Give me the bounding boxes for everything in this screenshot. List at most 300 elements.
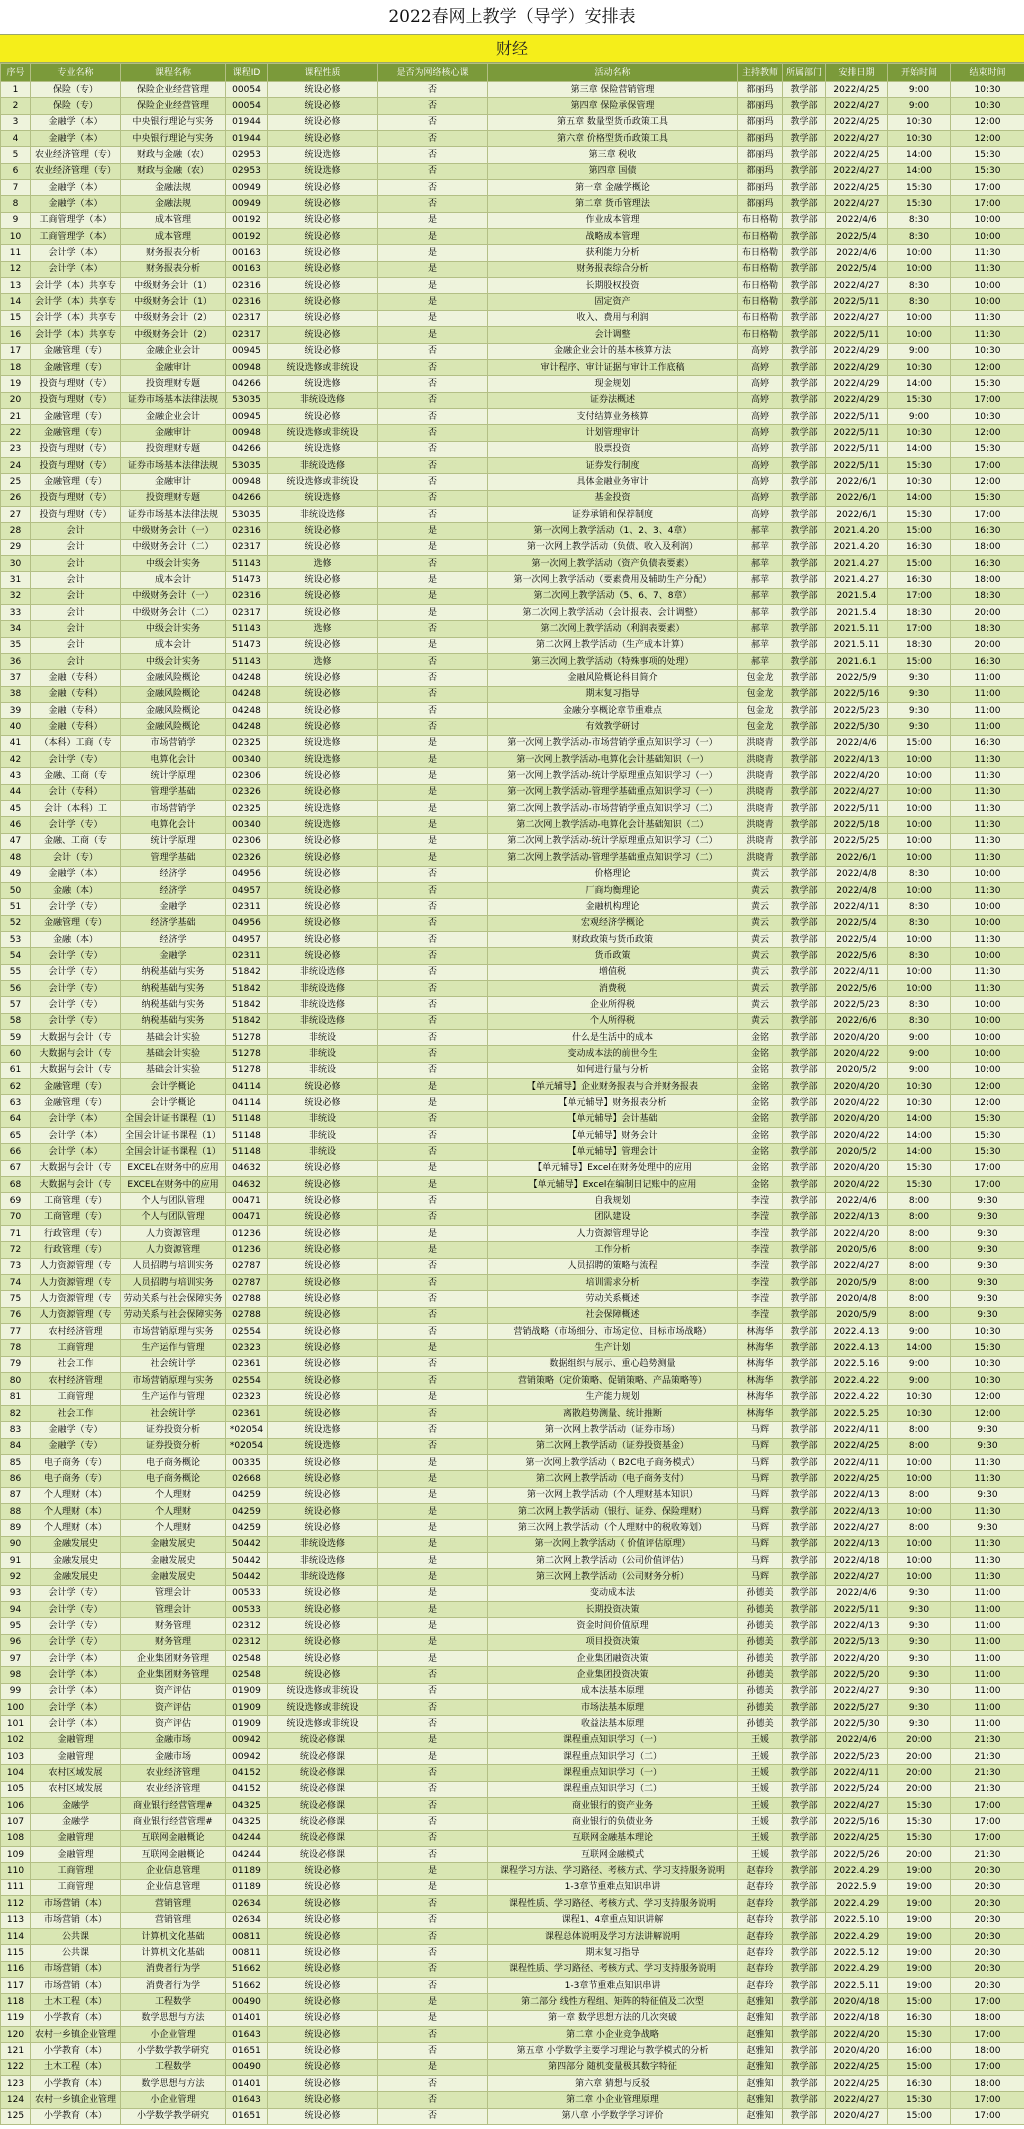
cell-core: 否 — [378, 408, 488, 424]
cell-start: 20:00 — [888, 1847, 951, 1863]
cell-activity: 第一次网上教学活动（要素费用及辅助生产分配） — [488, 572, 738, 588]
cell-teacher: 郝苹 — [738, 539, 783, 555]
cell-core: 是 — [378, 1879, 488, 1895]
cell-end: 10:00 — [951, 294, 1024, 310]
cell-start: 15:30 — [888, 1798, 951, 1814]
cell-course: 中级财务会计（一） — [121, 588, 226, 604]
cell-core: 否 — [378, 1307, 488, 1323]
cell-course-id: 50442 — [226, 1536, 268, 1552]
cell-major: 会计学（本） — [31, 1111, 121, 1127]
cell-teacher: 林海华 — [738, 1340, 783, 1356]
cell-start: 10:30 — [888, 1405, 951, 1421]
cell-major: 金融（专科） — [31, 703, 121, 719]
cell-teacher: 布日格勒 — [738, 310, 783, 326]
cell-major: 金融管理（专） — [31, 343, 121, 359]
cell-core: 否 — [378, 1945, 488, 1961]
cell-date: 2020/4/22 — [826, 1046, 888, 1062]
cell-course-id: 01643 — [226, 2092, 268, 2108]
table-row — [1, 768, 1024, 784]
cell-major: 会计学（专） — [31, 1634, 121, 1650]
cell-activity: 生产计划 — [488, 1340, 738, 1356]
cell-major: 金融发展史 — [31, 1569, 121, 1585]
table-row — [1, 1863, 1024, 1879]
cell-major: 电子商务（专） — [31, 1471, 121, 1487]
cell-end: 20:30 — [951, 1879, 1024, 1895]
cell-core: 是 — [378, 1340, 488, 1356]
table-row — [1, 1307, 1024, 1323]
cell-dept: 教学部 — [783, 523, 826, 539]
cell-end: 17:00 — [951, 1798, 1024, 1814]
cell-major: 金融学 — [31, 1798, 121, 1814]
cell-end: 11:00 — [951, 1716, 1024, 1732]
cell-core: 否 — [378, 703, 488, 719]
cell-end: 11:30 — [951, 817, 1024, 833]
cell-teacher: 都丽玛 — [738, 98, 783, 114]
cell-activity: 金融企业会计的基本核算方法 — [488, 343, 738, 359]
cell-start: 9:30 — [888, 1683, 951, 1699]
cell-course-id: 51278 — [226, 1029, 268, 1045]
cell-seq: 109 — [1, 1847, 31, 1863]
cell-activity: 第三章 保险营销管理 — [488, 82, 738, 98]
cell-teacher: 高婷 — [738, 474, 783, 490]
cell-course-id: 02311 — [226, 948, 268, 964]
cell-dept: 教学部 — [783, 1144, 826, 1160]
cell-major: 会计 — [31, 572, 121, 588]
cell-nature: 统设必修 — [268, 523, 378, 539]
cell-nature: 统设必修 — [268, 245, 378, 261]
cell-start: 15:30 — [888, 457, 951, 473]
cell-major: 金融学（本） — [31, 196, 121, 212]
cell-date: 2021.6.1 — [826, 654, 888, 670]
cell-course: 市场营销原理与实务 — [121, 1324, 226, 1340]
cell-start: 15:00 — [888, 555, 951, 571]
cell-start: 9:00 — [888, 343, 951, 359]
cell-core: 是 — [378, 588, 488, 604]
cell-core: 否 — [378, 915, 488, 931]
cell-dept: 教学部 — [783, 1732, 826, 1748]
cell-dept: 教学部 — [783, 588, 826, 604]
cell-course-id: 00945 — [226, 408, 268, 424]
cell-seq: 116 — [1, 1961, 31, 1977]
cell-dept: 教学部 — [783, 735, 826, 751]
table-row — [1, 2108, 1024, 2124]
cell-course-id: 04248 — [226, 719, 268, 735]
cell-major: 会计学（专） — [31, 1601, 121, 1617]
cell-nature: 统设必修 — [268, 1258, 378, 1274]
cell-date: 2020/4/20 — [826, 1111, 888, 1127]
cell-course-id: 01909 — [226, 1700, 268, 1716]
cell-dept: 教学部 — [783, 1896, 826, 1912]
cell-start: 10:30 — [888, 359, 951, 375]
table-row — [1, 2026, 1024, 2042]
cell-nature: 统设必修 — [268, 1961, 378, 1977]
table-row — [1, 1291, 1024, 1307]
cell-start: 10:30 — [888, 425, 951, 441]
table-row — [1, 1046, 1024, 1062]
column-header-nature: 课程性质 — [268, 64, 378, 82]
cell-nature: 统设必修 — [268, 637, 378, 653]
cell-major: 行政管理（专） — [31, 1226, 121, 1242]
cell-activity: 第四部分 随机变量极其数字特征 — [488, 2059, 738, 2075]
cell-core: 否 — [378, 376, 488, 392]
cell-major: 会计（专科） — [31, 784, 121, 800]
cell-start: 20:00 — [888, 1765, 951, 1781]
cell-end: 10:00 — [951, 1029, 1024, 1045]
cell-core: 是 — [378, 1569, 488, 1585]
cell-course: 金融发展史 — [121, 1552, 226, 1568]
cell-nature: 统设选修或非统设 — [268, 359, 378, 375]
cell-core: 否 — [378, 98, 488, 114]
cell-course: 中级财务会计（二） — [121, 539, 226, 555]
cell-nature: 统设必修课 — [268, 1830, 378, 1846]
cell-course-id: 04266 — [226, 441, 268, 457]
cell-course: 金融发展史 — [121, 1536, 226, 1552]
cell-date: 2022.5.10 — [826, 1912, 888, 1928]
cell-start: 15:30 — [888, 1830, 951, 1846]
cell-end: 10:30 — [951, 1356, 1024, 1372]
cell-teacher: 黄云 — [738, 915, 783, 931]
cell-start: 9:30 — [888, 1634, 951, 1650]
table-row — [1, 686, 1024, 702]
cell-activity: 团队建设 — [488, 1209, 738, 1225]
cell-start: 9:30 — [888, 719, 951, 735]
cell-course-id: 00948 — [226, 474, 268, 490]
cell-course-id: 02326 — [226, 784, 268, 800]
cell-seq: 33 — [1, 605, 31, 621]
cell-dept: 教学部 — [783, 2026, 826, 2042]
cell-core: 否 — [378, 1912, 488, 1928]
cell-dept: 教学部 — [783, 931, 826, 947]
cell-nature: 统设选修或非统设 — [268, 1716, 378, 1732]
cell-dept: 教学部 — [783, 229, 826, 245]
cell-seq: 102 — [1, 1732, 31, 1748]
cell-course: 金融市场 — [121, 1749, 226, 1765]
cell-date: 2022/4/25 — [826, 180, 888, 196]
cell-activity: 第四章 国债 — [488, 163, 738, 179]
cell-activity: 人力资源管理导论 — [488, 1226, 738, 1242]
cell-course: 中级财务会计（1） — [121, 294, 226, 310]
cell-major: 金融学（本） — [31, 866, 121, 882]
cell-activity: 【单元辅导】财务报表分析 — [488, 1095, 738, 1111]
cell-course: 财务管理 — [121, 1618, 226, 1634]
cell-course-id: 01401 — [226, 2075, 268, 2091]
cell-activity: 消费税 — [488, 980, 738, 996]
cell-end: 21:30 — [951, 1749, 1024, 1765]
cell-course: 电子商务概论 — [121, 1454, 226, 1470]
cell-dept: 教学部 — [783, 441, 826, 457]
cell-seq: 58 — [1, 1013, 31, 1029]
cell-seq: 77 — [1, 1324, 31, 1340]
table-row — [1, 1683, 1024, 1699]
cell-major: 农村区域发展 — [31, 1765, 121, 1781]
cell-activity: 1-3章节重难点知识串讲 — [488, 1879, 738, 1895]
cell-major: 会计学（本） — [31, 1716, 121, 1732]
cell-activity: 第二次网上教学活动（生产成本计算） — [488, 637, 738, 653]
cell-seq: 69 — [1, 1193, 31, 1209]
table-row — [1, 1700, 1024, 1716]
cell-major: 会计学（本） — [31, 1128, 121, 1144]
cell-core: 否 — [378, 343, 488, 359]
cell-end: 11:30 — [951, 1454, 1024, 1470]
cell-start: 15:00 — [888, 1994, 951, 2010]
cell-dept: 教学部 — [783, 310, 826, 326]
cell-nature: 统设必修 — [268, 1928, 378, 1944]
cell-course-id: 02306 — [226, 768, 268, 784]
cell-date: 2022/6/1 — [826, 474, 888, 490]
cell-seq: 76 — [1, 1307, 31, 1323]
cell-course: 企业集团财务管理 — [121, 1667, 226, 1683]
cell-end: 17:00 — [951, 2092, 1024, 2108]
cell-teacher: 郝苹 — [738, 605, 783, 621]
cell-course: 会计学概论 — [121, 1095, 226, 1111]
cell-nature: 统设必修 — [268, 670, 378, 686]
cell-start: 8:00 — [888, 1520, 951, 1536]
cell-dept: 教学部 — [783, 1716, 826, 1732]
cell-course-id: 02316 — [226, 294, 268, 310]
cell-course-id: 02953 — [226, 147, 268, 163]
table-row — [1, 441, 1024, 457]
cell-seq: 107 — [1, 1814, 31, 1830]
cell-core: 是 — [378, 1226, 488, 1242]
cell-end: 16:30 — [951, 654, 1024, 670]
cell-end: 9:30 — [951, 1275, 1024, 1291]
cell-activity: 股票投资 — [488, 441, 738, 457]
cell-dept: 教学部 — [783, 997, 826, 1013]
cell-start: 10:00 — [888, 784, 951, 800]
cell-nature: 统设必修 — [268, 1471, 378, 1487]
cell-course-id: 00490 — [226, 1994, 268, 2010]
cell-seq: 54 — [1, 948, 31, 964]
table-row — [1, 833, 1024, 849]
cell-dept: 教学部 — [783, 147, 826, 163]
cell-course-id: 04152 — [226, 1781, 268, 1797]
cell-teacher: 马辉 — [738, 1487, 783, 1503]
cell-core: 是 — [378, 1651, 488, 1667]
cell-date: 2022/5/30 — [826, 1716, 888, 1732]
cell-seq: 28 — [1, 523, 31, 539]
cell-teacher: 王媛 — [738, 1798, 783, 1814]
cell-major: 金融学（本） — [31, 131, 121, 147]
table-row — [1, 915, 1024, 931]
cell-nature: 统设必修 — [268, 2108, 378, 2124]
cell-dept: 教学部 — [783, 1356, 826, 1372]
cell-seq: 17 — [1, 343, 31, 359]
cell-course-id: 02634 — [226, 1912, 268, 1928]
cell-end: 20:30 — [951, 1928, 1024, 1944]
cell-major: 会计学（专） — [31, 899, 121, 915]
cell-nature: 统设必修 — [268, 294, 378, 310]
cell-start: 9:00 — [888, 1046, 951, 1062]
cell-activity: 作业成本管理 — [488, 212, 738, 228]
cell-end: 17:00 — [951, 2059, 1024, 2075]
cell-teacher: 郝苹 — [738, 588, 783, 604]
cell-course: 金融风险概论 — [121, 670, 226, 686]
cell-core: 否 — [378, 506, 488, 522]
cell-date: 2022.4.29 — [826, 1896, 888, 1912]
cell-nature: 统设必修 — [268, 686, 378, 702]
cell-activity: 第二章 小企业管理原理 — [488, 2092, 738, 2108]
cell-end: 11:30 — [951, 1569, 1024, 1585]
cell-seq: 96 — [1, 1634, 31, 1650]
cell-teacher: 王媛 — [738, 1765, 783, 1781]
cell-course-id: 01643 — [226, 2026, 268, 2042]
cell-teacher: 李滢 — [738, 1226, 783, 1242]
cell-core: 否 — [378, 474, 488, 490]
table-row — [1, 1095, 1024, 1111]
cell-teacher: 李滢 — [738, 1193, 783, 1209]
cell-teacher: 李滢 — [738, 1307, 783, 1323]
cell-end: 21:30 — [951, 1765, 1024, 1781]
cell-course: 金融发展史 — [121, 1569, 226, 1585]
cell-major: 土木工程（本） — [31, 1994, 121, 2010]
cell-seq: 123 — [1, 2075, 31, 2091]
cell-date: 2022/4/13 — [826, 1487, 888, 1503]
cell-major: 电子商务（专） — [31, 1454, 121, 1470]
cell-seq: 118 — [1, 1994, 31, 2010]
cell-teacher: 李滢 — [738, 1209, 783, 1225]
cell-seq: 4 — [1, 131, 31, 147]
cell-date: 2022/4/6 — [826, 245, 888, 261]
cell-nature: 统设必修课 — [268, 1732, 378, 1748]
table-row — [1, 1961, 1024, 1977]
cell-seq: 44 — [1, 784, 31, 800]
cell-core: 否 — [378, 555, 488, 571]
cell-start: 10:00 — [888, 1471, 951, 1487]
cell-course-id: 04259 — [226, 1503, 268, 1519]
cell-teacher: 郝苹 — [738, 654, 783, 670]
cell-start: 14:00 — [888, 376, 951, 392]
cell-dept: 教学部 — [783, 1177, 826, 1193]
cell-date: 2022/4/25 — [826, 147, 888, 163]
cell-start: 16:30 — [888, 539, 951, 555]
cell-date: 2022/4/25 — [826, 1438, 888, 1454]
cell-end: 11:30 — [951, 261, 1024, 277]
cell-teacher: 金铭 — [738, 1062, 783, 1078]
cell-end: 11:00 — [951, 1634, 1024, 1650]
cell-activity: 【单元辅导】Excel在财务处理中的应用 — [488, 1160, 738, 1176]
cell-seq: 82 — [1, 1405, 31, 1421]
cell-date: 2022.4.29 — [826, 1961, 888, 1977]
cell-teacher: 马辉 — [738, 1454, 783, 1470]
cell-course-id: 02788 — [226, 1307, 268, 1323]
cell-teacher: 都丽玛 — [738, 131, 783, 147]
cell-major: 金融管理（专） — [31, 408, 121, 424]
cell-start: 8:00 — [888, 1193, 951, 1209]
cell-nature: 统设必修 — [268, 180, 378, 196]
table-row — [1, 1552, 1024, 1568]
cell-dept: 教学部 — [783, 1487, 826, 1503]
cell-major: 金融管理（专） — [31, 915, 121, 931]
cell-course: 金融风险概论 — [121, 719, 226, 735]
cell-course: 经济学基础 — [121, 915, 226, 931]
table-row — [1, 1634, 1024, 1650]
cell-core: 否 — [378, 1928, 488, 1944]
cell-course-id: 00949 — [226, 180, 268, 196]
table-row — [1, 1454, 1024, 1470]
cell-activity: 个人所得税 — [488, 1013, 738, 1029]
cell-core: 否 — [378, 882, 488, 898]
cell-teacher: 林海华 — [738, 1373, 783, 1389]
cell-end: 18:00 — [951, 539, 1024, 555]
cell-course-id: 51662 — [226, 1977, 268, 1993]
cell-activity: 第一次网上教学活动-市场营销学重点知识学习（一） — [488, 735, 738, 751]
cell-end: 10:30 — [951, 1324, 1024, 1340]
cell-nature: 统设选修 — [268, 1438, 378, 1454]
cell-start: 9:30 — [888, 703, 951, 719]
cell-course-id: 02316 — [226, 523, 268, 539]
cell-teacher: 马辉 — [738, 1552, 783, 1568]
cell-teacher: 布日格勒 — [738, 212, 783, 228]
cell-dept: 教学部 — [783, 539, 826, 555]
table-row — [1, 1405, 1024, 1421]
cell-course: 成本管理 — [121, 229, 226, 245]
cell-dept: 教学部 — [783, 1847, 826, 1863]
cell-nature: 统设必修课 — [268, 1798, 378, 1814]
cell-course: 财政与金融（农） — [121, 147, 226, 163]
cell-dept: 教学部 — [783, 1209, 826, 1225]
cell-nature: 统设必修 — [268, 131, 378, 147]
cell-course: 基础会计实验 — [121, 1029, 226, 1045]
cell-activity: 课程性质、学习路径、考核方式、学习支持服务说明 — [488, 1961, 738, 1977]
cell-nature: 统设必修 — [268, 931, 378, 947]
cell-nature: 统设必修 — [268, 82, 378, 98]
cell-course-id: 01909 — [226, 1683, 268, 1699]
cell-teacher: 李滢 — [738, 1275, 783, 1291]
cell-nature: 选修 — [268, 621, 378, 637]
cell-course: 电子商务概论 — [121, 1471, 226, 1487]
cell-course: 金融审计 — [121, 474, 226, 490]
cell-course: 成本会计 — [121, 637, 226, 653]
cell-date: 2020/5/6 — [826, 1242, 888, 1258]
cell-dept: 教学部 — [783, 605, 826, 621]
table-row — [1, 752, 1024, 768]
cell-course: 保险企业经营管理 — [121, 82, 226, 98]
cell-start: 10:30 — [888, 474, 951, 490]
cell-date: 2022/4/27 — [826, 278, 888, 294]
table-row — [1, 1029, 1024, 1045]
cell-major: 大数据与会计（专 — [31, 1177, 121, 1193]
cell-start: 10:00 — [888, 261, 951, 277]
cell-activity: 战略成本管理 — [488, 229, 738, 245]
table-row — [1, 376, 1024, 392]
cell-dept: 教学部 — [783, 1765, 826, 1781]
cell-start: 15:30 — [888, 2026, 951, 2042]
cell-nature: 统设必修课 — [268, 1765, 378, 1781]
cell-core: 否 — [378, 490, 488, 506]
cell-start: 9:30 — [888, 1700, 951, 1716]
cell-start: 16:30 — [888, 2075, 951, 2091]
cell-course-id: 04325 — [226, 1798, 268, 1814]
cell-course-id: 50442 — [226, 1569, 268, 1585]
cell-dept: 教学部 — [783, 719, 826, 735]
cell-activity: 支付结算业务核算 — [488, 408, 738, 424]
cell-activity: 企业集团融资决策 — [488, 1651, 738, 1667]
cell-start: 8:30 — [888, 278, 951, 294]
column-header-end: 结束时间 — [951, 64, 1024, 82]
cell-activity: 商业银行的负债业务 — [488, 1814, 738, 1830]
cell-seq: 111 — [1, 1879, 31, 1895]
cell-major: 工商管理 — [31, 1863, 121, 1879]
cell-course-id: 02326 — [226, 850, 268, 866]
cell-course: 劳动关系与社会保障实务 — [121, 1307, 226, 1323]
cell-seq: 110 — [1, 1863, 31, 1879]
table-row — [1, 1275, 1024, 1291]
cell-course: 工程数学 — [121, 1994, 226, 2010]
cell-date: 2022/4/27 — [826, 1798, 888, 1814]
cell-major: 投资与理财（专） — [31, 441, 121, 457]
cell-nature: 统设必修 — [268, 588, 378, 604]
cell-date: 2020/4/20 — [826, 1160, 888, 1176]
